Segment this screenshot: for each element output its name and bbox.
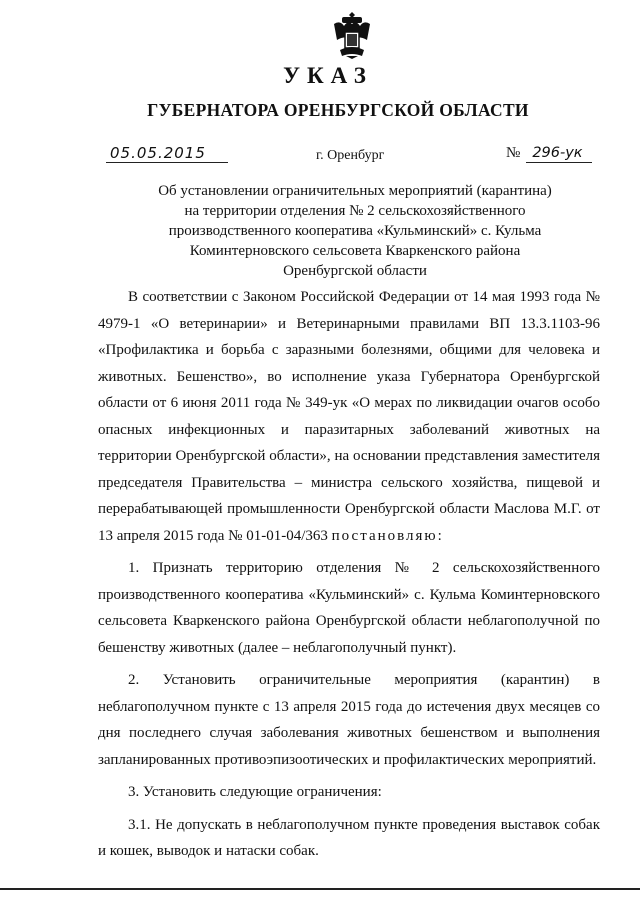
preamble-paragraph (98, 284, 600, 549)
list-item: 3.1. Не допускать в неблагополучном пункте проведения выставок собак и кошек, выводок и натаски собак. (98, 816, 600, 859)
decree-number (506, 144, 592, 163)
list-item: 1. Признать территорию отделения № 2 сельскохозяйственного производственного кооператива «Кульминский» с. Кульма Коминтерновского сельсовета Кваркенского района Оренбургской области неблагополучной по бешенству животных (далее – неблагополучный пункт). (98, 560, 600, 656)
decree-heading: Об установлении ограничительных мероприятий (карантина) на территории отделения № 2 сельскохозяйственного производственного кооператива «Кульминский» с. Кульма Коминтерновского сельсовета Кваркенского района Оренбургской области (158, 183, 552, 279)
document-title: УКАЗ (283, 63, 373, 88)
list-item: 2. Установить ограничительные мероприятия (карантин) в неблагополучном пункте с 13 апреля 2015 года до истечения двух месяцев со дня последнего случая заболевания животных бешенством и выполнения запланированных противоэпизоотических и профилактических мероприятий. (98, 672, 600, 768)
list-item: 3. Установить следующие ограничения: (128, 784, 382, 800)
document-subtitle: ГУБЕРНАТОРА ОРЕНБУРГСКОЙ ОБЛАСТИ (147, 100, 529, 120)
number-sign: № (506, 145, 521, 161)
decree-city: г. Оренбург (316, 148, 385, 163)
page-bottom-divider (0, 888, 640, 890)
decree-body (98, 284, 600, 865)
number-value: 296-ук (526, 144, 592, 163)
decree-date: 05.05.2015 (106, 144, 228, 163)
preamble-text: В соответствии с Законом Российской Федерации от 14 мая 1993 года № 4979-1 «О ветеринарии» и Ветеринарными правилами ВП 13.3.1103-96 «Профилактика и борьба с заразными болезнями, общими для человека и животных. Бешенство», во исполнение указа Губернатора Оренбургской области от 6 июня 2011 года № 349-ук «О мерах по ликвидации очагов особо опасных инфекционных и паразитарных заболеваний животных на территории Оренбургской области», на основании представления заместителя председателя Правительства – министра сельского хозяйства, пищевой и перерабатывающей промышленности Оренбургской области Маслова М.Г. от 13 апреля 2015 года № 01-01-04/363 (98, 289, 600, 544)
coat-of-arms-icon (332, 10, 372, 60)
decree-word: постановляю: (331, 527, 444, 544)
